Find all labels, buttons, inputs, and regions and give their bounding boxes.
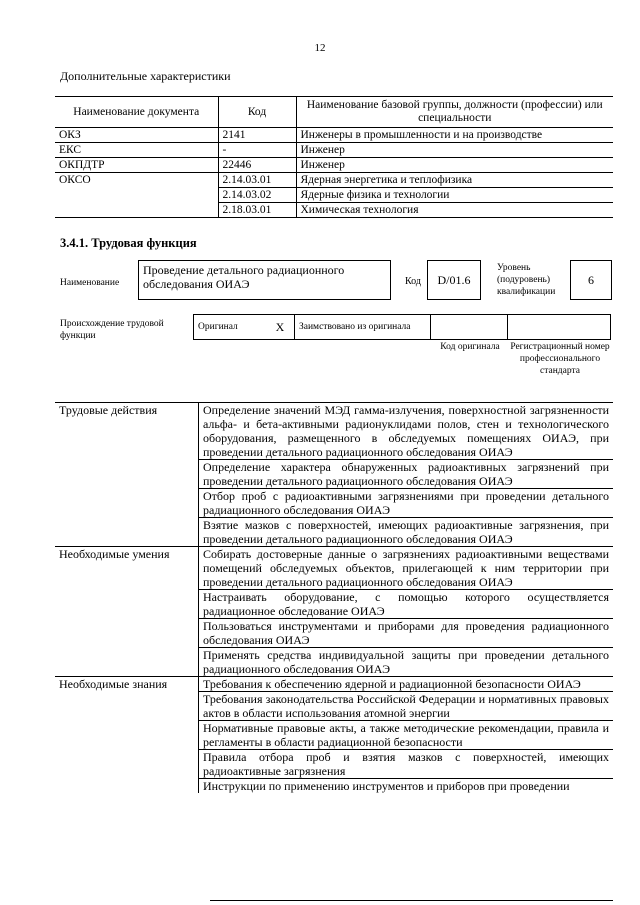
qualification-level-label: [497, 262, 569, 298]
doc-cell: ОКПДТР: [55, 158, 218, 173]
name-cell: Ядерные физика и технологии: [296, 188, 613, 203]
function-heading: 3.4.1. Трудовая функция: [60, 236, 197, 250]
knowledge-item: Нормативные правовые акты, а также методические рекомендации, правила и регламенты в области радиационной безопасности: [199, 721, 614, 750]
labor-action-item: Отбор проб с радиоактивными загрязнениями при проведении детального радиационного обследования ОИАЭ: [199, 489, 614, 518]
table-row: [55, 677, 613, 692]
header-group-name: Наименование базовой группы, должности (профессии) или специальности: [296, 97, 613, 128]
doc-cell: ОКСО: [55, 173, 218, 218]
table-row: [55, 158, 613, 173]
qualification-level-label-text: Уровень (подуровень) квалификации: [497, 263, 556, 297]
function-code-box: D/01.6: [427, 260, 481, 300]
skill-item: Применять средства индивидуальной защиты при проведении детального радиационного обследования ОИАЭ: [199, 648, 614, 677]
page-bottom-rule: [210, 900, 613, 901]
origin-table: [193, 314, 611, 340]
skill-item: Пользоваться инструментами и приборами для проведения радиационного обследования ОИАЭ: [199, 619, 614, 648]
origin-row: [194, 315, 611, 340]
labor-actions-label: Трудовые действия: [55, 403, 199, 547]
origin-label: Происхождение трудовой функции: [60, 319, 164, 341]
labor-action-item: Определение значений МЭД гамма-излучения, поверхностной загрязненности альфа- и бета-активными радионуклидами полов, стен и технологического оборудования, размещенного в обследуемых помещениях ОИАЭ, при проведении детального радиационного обследования ОИАЭ: [199, 403, 614, 460]
original-label: Оригинал: [194, 315, 267, 340]
doc-cell: ОКЗ: [55, 128, 218, 143]
function-details-table: [55, 402, 613, 793]
name-label: Наименование: [60, 278, 120, 288]
original-code-caption: Код оригинала: [440, 342, 500, 352]
knowledge-item: Требования законодательства Российской Федерации и нормативных правовых актов в области использования атомной энергии: [199, 692, 614, 721]
page-number: 12: [314, 42, 326, 54]
original-code-cell: [431, 315, 508, 340]
name-cell: Инженер: [296, 143, 613, 158]
table-row: [55, 128, 613, 143]
borrowed-label: Заимствовано из оригинала: [295, 315, 431, 340]
skills-label: Необходимые умения: [55, 547, 199, 677]
original-mark: X: [266, 315, 295, 340]
registration-number-caption: Регистрационный номер профессионального стандарта: [510, 342, 610, 376]
name-cell: Инженер: [296, 158, 613, 173]
code-label: Код: [405, 276, 421, 287]
knowledge-item: Требования к обеспечению ядерной и радиационной безопасности ОИАЭ: [199, 677, 614, 692]
knowledge-label: Необходимые знания: [55, 677, 199, 794]
doc-cell: ЕКС: [55, 143, 218, 158]
qualification-level-box: 6: [570, 260, 612, 300]
knowledge-item: Правила отбора проб и взятия мазков с поверхностей, имеющих радиоактивные загрязнения: [199, 750, 614, 779]
table-header-row: [55, 97, 613, 128]
skill-item: Настраивать оборудование, с помощью которого осуществляется радиационное обследование ОИАЭ: [199, 590, 614, 619]
code-cell: 2.18.03.01: [218, 203, 296, 218]
skill-item: Собирать достоверные данные о загрязнениях радиоактивными веществами помещений обследуемых объектов, прилегающей к ним территории при проведении детального радиационного обследования ОИАЭ: [199, 547, 614, 590]
header-document: Наименование документа: [55, 97, 218, 128]
name-cell: Химическая технология: [296, 203, 613, 218]
table-row: [55, 173, 613, 188]
code-cell: 2141: [218, 128, 296, 143]
code-cell: -: [218, 143, 296, 158]
name-cell: Ядерная энергетика и теплофизика: [296, 173, 613, 188]
table-row: [55, 403, 613, 460]
code-cell: 2.14.03.02: [218, 188, 296, 203]
code-cell: 2.14.03.01: [218, 173, 296, 188]
labor-action-item: Взятие мазков с поверхностей, имеющих радиоактивные загрязнения, при проведении детального радиационного обследования ОИАЭ: [199, 518, 614, 547]
name-cell: Инженеры в промышленности и на производстве: [296, 128, 613, 143]
characteristics-table: [55, 96, 613, 218]
code-cell: 22446: [218, 158, 296, 173]
additional-characteristics-title: Дополнительные характеристики: [60, 69, 231, 83]
table-row: [55, 547, 613, 590]
knowledge-item: Инструкции по применению инструментов и приборов при проведении: [199, 779, 614, 794]
table-row: [55, 143, 613, 158]
header-code: Код: [218, 97, 296, 128]
function-name-box: Проведение детального радиационного обследования ОИАЭ: [138, 260, 391, 300]
labor-action-item: Определение характера обнаруженных радиоактивных загрязнений при проведении детального радиационного обследования ОИАЭ: [199, 460, 614, 489]
registration-number-cell: [508, 315, 611, 340]
